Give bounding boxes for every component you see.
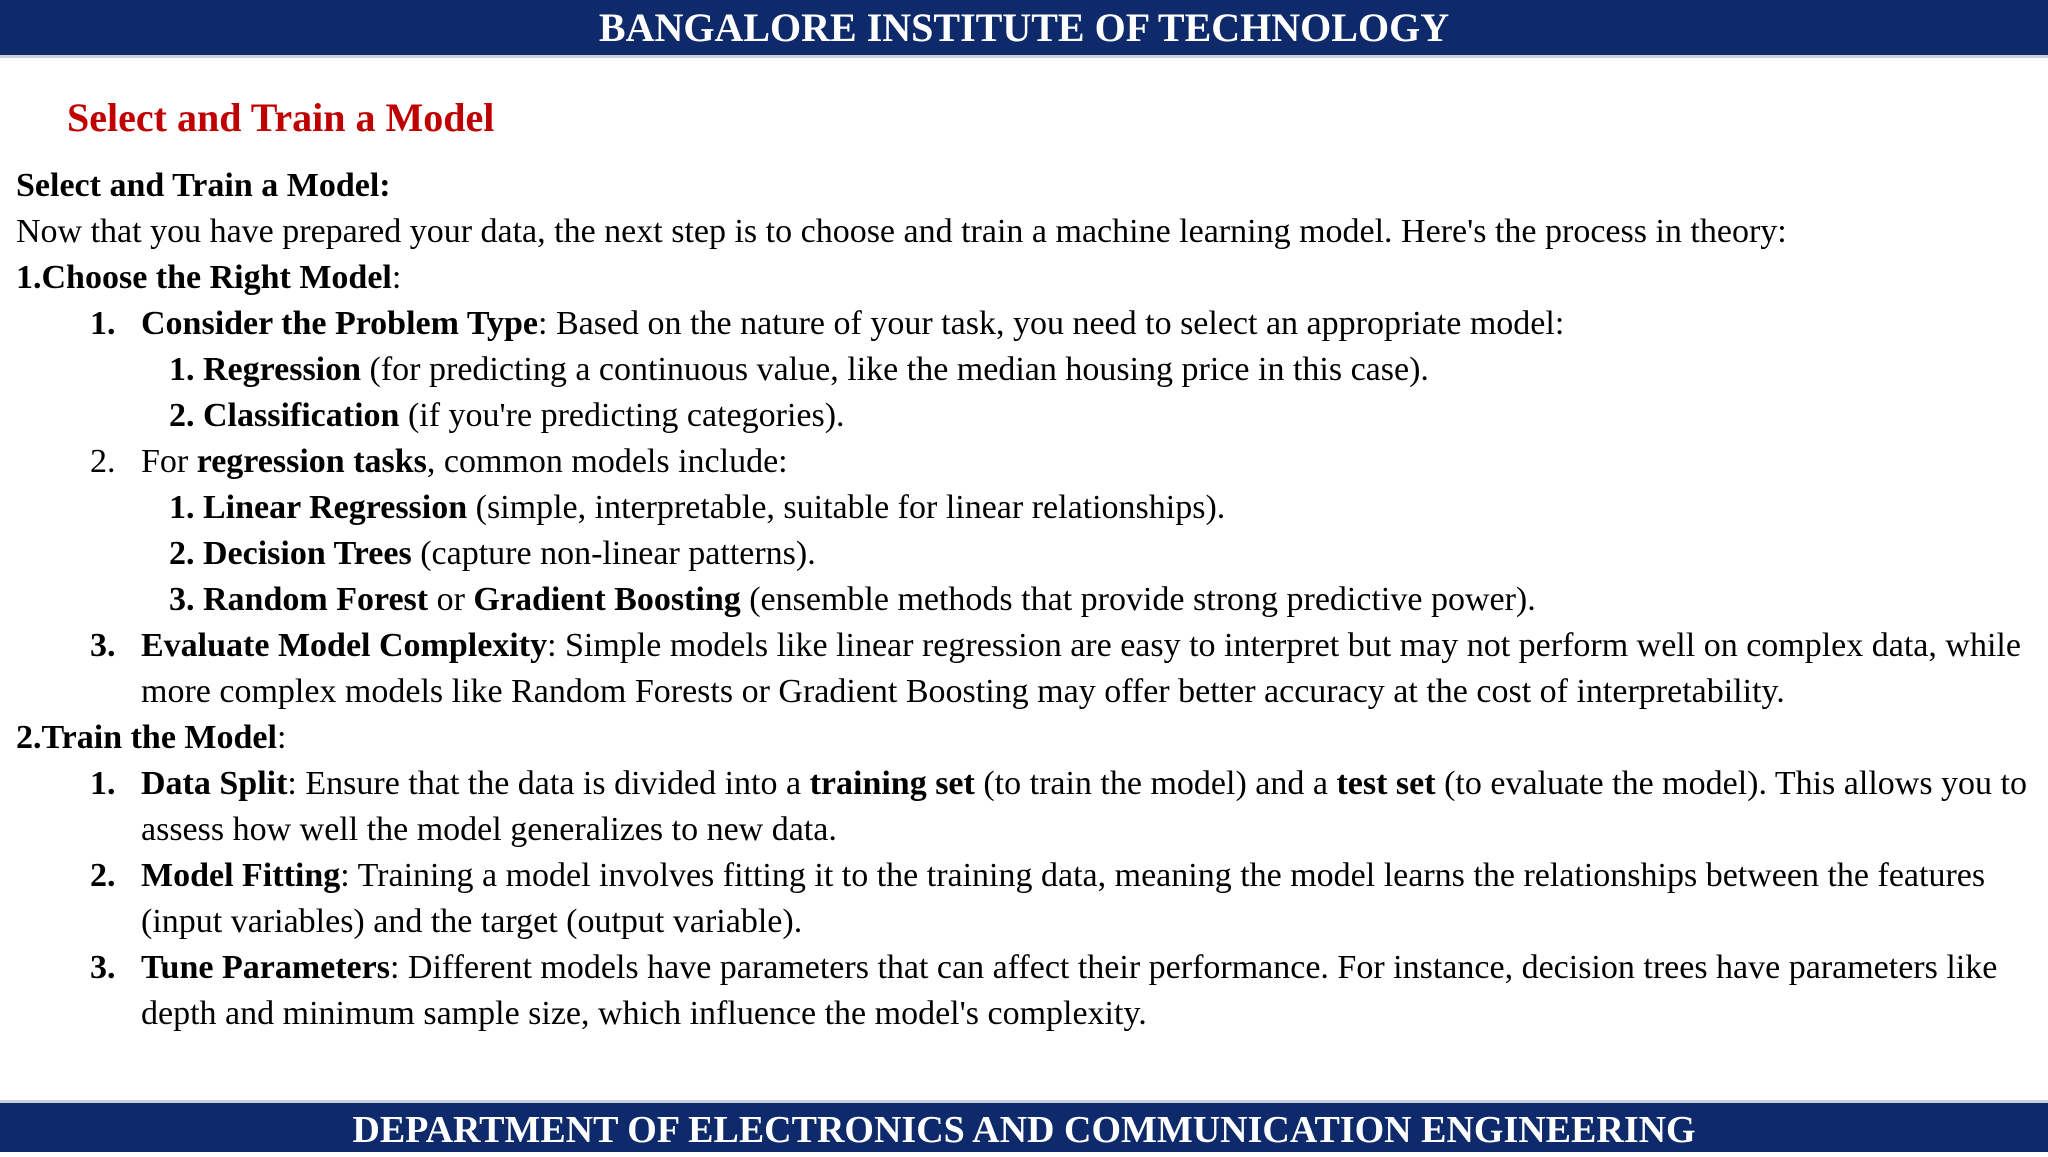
sub-list-item: 3. Random Forest or Gradient Boosting (ensemble methods that provide strong predictive power). [169, 581, 1536, 618]
list-item: 3. Tune Parameters: Different models have parameters that can affect their performance. For instance, decision trees have parameters like depth and minimum sample size, which influence the model's complexity. [90, 949, 1998, 1032]
section-heading: Select and Train a Model: [16, 167, 391, 204]
section-1-title: 1.Choose the Right Model: [16, 259, 402, 296]
list-item: 1. Consider the Problem Type: Based on the nature of your task, you need to select an appropriate model: [90, 305, 1565, 342]
list-item: 2. For regression tasks, common models include: [90, 443, 788, 480]
institution-name: BANGALORE INSTITUTE OF TECHNOLOGY [598, 5, 1450, 50]
sub-list-item: 2. Decision Trees (capture non-linear patterns). [169, 535, 816, 572]
department-name: DEPARTMENT OF ELECTRONICS AND COMMUNICATION ENGINEERING [352, 1109, 1696, 1151]
sub-list-item: 1. Regression (for predicting a continuous value, like the median housing price in this case). [169, 351, 1429, 388]
sub-list-item: 2. Classification (if you're predicting categories). [169, 397, 845, 434]
sub-list-item: 1. Linear Regression (simple, interpretable, suitable for linear relationships). [169, 489, 1226, 526]
intro-paragraph: Now that you have prepared your data, the next step is to choose and train a machine learning model. Here's the process in theory: [16, 213, 1787, 250]
list-item: 2. Model Fitting: Training a model involves fitting it to the training data, meaning the model learns the relationships between the features (input variables) and the target (output variable). [90, 857, 1986, 940]
list-item: 1. Data Split: Ensure that the data is divided into a training set (to train the model) and a test set (to evaluate the model). This allows you to assess how well the model generalizes to new data. [90, 765, 2028, 848]
list-item: 3. Evaluate Model Complexity: Simple models like linear regression are easy to interpret but may not perform well on complex data, while more complex models like Random Forests or Gradient Boosting may offer better accuracy at the cost of interpretability. [90, 627, 2021, 710]
slide-body [16, 163, 2036, 1037]
slide-title: Select and Train a Model [67, 95, 495, 140]
footer-banner [0, 1100, 2048, 1152]
section-2-title: 2.Train the Model: [16, 719, 287, 756]
header-banner [0, 0, 2048, 58]
